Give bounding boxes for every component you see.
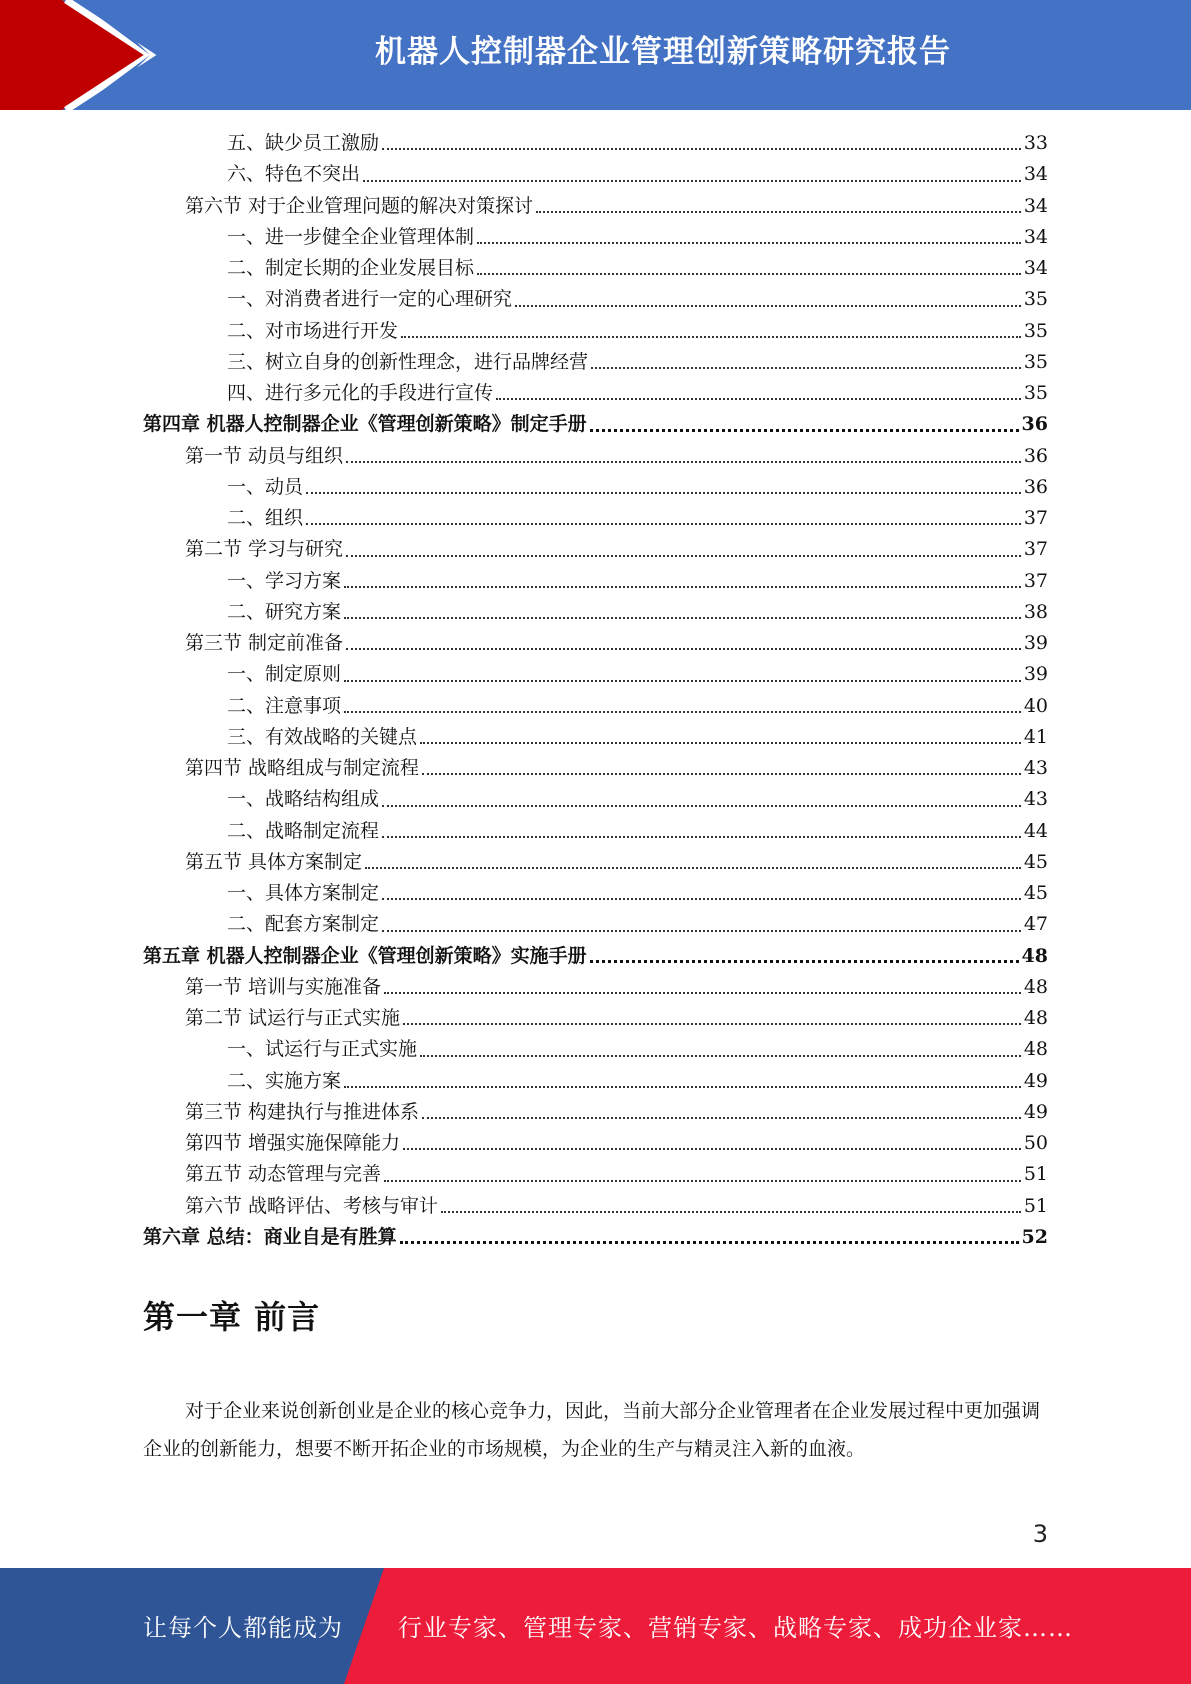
toc-entry-title: 第四节 增强实施保障能力 [185, 1132, 401, 1154]
toc-entry[interactable] [143, 847, 1048, 878]
toc-entry[interactable] [143, 1222, 1048, 1253]
toc-dot-leader [401, 335, 1021, 338]
toc-entry-page: 52 [1021, 1225, 1048, 1248]
toc-entry-page: 51 [1023, 1194, 1048, 1217]
footer-slogan-right: 行业专家、管理专家、营销专家、战略专家、成功企业家…… [398, 1614, 1073, 1642]
toc-entry-title: 一、学习方案 [227, 569, 342, 592]
toc-dot-leader [306, 491, 1021, 494]
toc-entry-page: 48 [1023, 1038, 1048, 1061]
toc-entry[interactable] [143, 1128, 1048, 1159]
toc-dot-leader [344, 616, 1021, 619]
toc-dot-leader [403, 1147, 1021, 1150]
toc-entry-title: 第三节 制定前准备 [185, 632, 344, 654]
toc-entry-page: 38 [1023, 600, 1048, 623]
toc-entry-page: 50 [1023, 1132, 1048, 1154]
toc-entry-page: 35 [1023, 382, 1048, 404]
toc-entry-page: 44 [1023, 819, 1048, 842]
toc-dot-leader [422, 1116, 1021, 1119]
toc-entry[interactable] [143, 1034, 1048, 1065]
toc-entry[interactable] [143, 878, 1048, 909]
toc-entry[interactable] [143, 409, 1048, 440]
toc-entry-page: 37 [1023, 538, 1048, 561]
toc-entry-page: 36 [1023, 475, 1048, 498]
toc-entry-page: 43 [1023, 788, 1048, 811]
toc-entry[interactable] [143, 566, 1048, 597]
toc-dot-leader [363, 179, 1021, 182]
header-title: 机器人控制器企业管理创新策略研究报告 [375, 34, 951, 70]
toc-entry-page: 49 [1023, 1069, 1048, 1092]
toc-dot-leader [346, 460, 1021, 463]
toc-entry-title: 三、树立自身的创新性理念，进行品牌经营 [227, 350, 589, 373]
toc-entry-page: 48 [1023, 1007, 1048, 1029]
toc-dot-leader [382, 804, 1021, 807]
toc-dot-leader [384, 1179, 1021, 1182]
toc-entry-title: 第六章 总结：商业自是有胜算 [143, 1225, 397, 1248]
toc-entry-page: 51 [1023, 1163, 1048, 1186]
toc-dot-leader [420, 741, 1021, 744]
toc-entry-page: 48 [1023, 975, 1048, 998]
toc-entry[interactable] [143, 191, 1048, 222]
toc-entry[interactable] [143, 159, 1048, 190]
table-of-contents [143, 128, 1048, 1253]
toc-entry[interactable] [143, 722, 1048, 753]
toc-entry-title: 第一节 动员与组织 [185, 444, 344, 467]
footer-slogan-left: 让每个人都能成为 [143, 1614, 343, 1642]
toc-entry[interactable] [143, 316, 1048, 347]
toc-entry-page: 43 [1023, 757, 1048, 779]
toc-dot-leader [515, 304, 1021, 307]
toc-entry[interactable] [143, 1066, 1048, 1097]
toc-entry-page: 47 [1023, 913, 1048, 936]
toc-dot-leader [344, 710, 1021, 713]
toc-entry[interactable] [143, 472, 1048, 503]
toc-entry[interactable] [143, 659, 1048, 690]
toc-entry-title: 一、具体方案制定 [227, 882, 380, 904]
toc-entry[interactable] [143, 1191, 1048, 1222]
toc-entry[interactable] [143, 441, 1048, 472]
toc-entry-page: 39 [1023, 632, 1048, 654]
toc-dot-leader [591, 366, 1021, 369]
toc-dot-leader [344, 585, 1021, 588]
toc-entry-title: 二、战略制定流程 [227, 819, 380, 842]
toc-entry-page: 45 [1023, 882, 1048, 904]
toc-entry[interactable] [143, 691, 1048, 722]
toc-entry-page: 37 [1023, 507, 1048, 529]
toc-entry-title: 二、制定长期的企业发展目标 [227, 257, 475, 279]
toc-entry-title: 二、实施方案 [227, 1069, 342, 1092]
toc-entry-page: 34 [1023, 257, 1048, 279]
toc-dot-leader [346, 647, 1021, 650]
toc-dot-leader [536, 210, 1021, 213]
toc-dot-leader [344, 1085, 1021, 1088]
toc-dot-leader [306, 522, 1021, 525]
toc-entry-title: 一、制定原则 [227, 663, 342, 686]
toc-entry-page: 45 [1023, 850, 1048, 873]
toc-entry[interactable] [143, 753, 1048, 784]
toc-entry-page: 48 [1021, 944, 1048, 967]
toc-entry[interactable] [143, 347, 1048, 378]
toc-dot-leader [441, 1210, 1021, 1213]
toc-dot-leader [400, 1240, 1019, 1244]
page-footer [0, 1568, 1191, 1684]
toc-entry[interactable] [143, 128, 1048, 159]
page-number: 3 [1032, 1520, 1048, 1548]
toc-entry[interactable] [143, 1159, 1048, 1190]
toc-entry-page: 33 [1023, 132, 1048, 154]
toc-entry-title: 二、配套方案制定 [227, 913, 380, 936]
toc-entry[interactable] [143, 378, 1048, 409]
toc-entry[interactable] [143, 534, 1048, 565]
toc-entry-title: 二、组织 [227, 507, 304, 529]
toc-entry-title: 第三节 构建执行与推进体系 [185, 1100, 420, 1123]
toc-entry-title: 三、有效战略的关键点 [227, 725, 418, 748]
toc-entry-title: 第五节 动态管理与完善 [185, 1163, 382, 1186]
toc-entry-title: 二、对市场进行开发 [227, 319, 399, 342]
toc-dot-leader [382, 835, 1021, 838]
toc-dot-leader [346, 554, 1021, 557]
toc-entry-page: 34 [1023, 194, 1048, 217]
toc-entry-title: 二、注意事项 [227, 694, 342, 717]
toc-entry[interactable] [143, 253, 1048, 284]
toc-entry[interactable] [143, 597, 1048, 628]
toc-entry-page: 35 [1023, 319, 1048, 342]
toc-entry-title: 第一节 培训与实施准备 [185, 975, 382, 998]
toc-dot-leader [344, 679, 1021, 682]
toc-entry-title: 一、试运行与正式实施 [227, 1038, 418, 1061]
toc-entry-title: 六、特色不突出 [227, 163, 361, 186]
toc-entry[interactable] [143, 222, 1048, 253]
toc-dot-leader [382, 147, 1021, 150]
toc-entry-title: 第五节 具体方案制定 [185, 850, 363, 873]
toc-entry[interactable] [143, 941, 1048, 972]
toc-entry-title: 第六节 对于企业管理问题的解决对策探讨 [185, 194, 534, 217]
toc-dot-leader [477, 241, 1021, 244]
toc-entry-page: 34 [1023, 163, 1048, 186]
toc-dot-leader [420, 1054, 1021, 1057]
toc-entry[interactable] [143, 909, 1048, 940]
toc-entry-page: 39 [1023, 663, 1048, 686]
toc-entry-title: 二、研究方案 [227, 600, 342, 623]
toc-entry[interactable] [143, 284, 1048, 315]
toc-entry-title: 第二节 试运行与正式实施 [185, 1007, 401, 1029]
toc-dot-leader [382, 929, 1021, 932]
toc-entry-title: 五、缺少员工激励 [227, 132, 380, 154]
toc-entry[interactable] [143, 1003, 1048, 1034]
toc-entry[interactable] [143, 503, 1048, 534]
toc-entry-page: 37 [1023, 569, 1048, 592]
toc-dot-leader [496, 397, 1021, 400]
toc-entry-page: 40 [1023, 694, 1048, 717]
toc-entry-page: 35 [1023, 288, 1048, 311]
toc-dot-leader [403, 1022, 1021, 1025]
toc-entry-title: 第二节 学习与研究 [185, 538, 344, 561]
toc-entry[interactable] [143, 816, 1048, 847]
toc-entry-page: 35 [1023, 350, 1048, 373]
toc-entry[interactable] [143, 1097, 1048, 1128]
toc-dot-leader [590, 959, 1019, 963]
toc-dot-leader [365, 866, 1021, 869]
toc-entry-title: 第五章 机器人控制器企业《管理创新策略》实施手册 [143, 944, 587, 967]
body-paragraph: 对于企业来说创新创业是企业的核心竞争力，因此，当前大部分企业管理者在企业发展过程中更加强调企业的创新能力，想要不断开拓企业的市场规模，为企业的生产与精灵注入新的血液。 [143, 1400, 1041, 1460]
toc-dot-leader [384, 991, 1021, 994]
toc-entry-page: 34 [1023, 225, 1048, 248]
toc-entry-title: 四、进行多元化的手段进行宣传 [227, 382, 494, 404]
toc-entry-title: 第四章 机器人控制器企业《管理创新策略》制定手册 [143, 413, 587, 436]
toc-entry-title: 第四节 战略组成与制定流程 [185, 757, 420, 779]
toc-dot-leader [590, 428, 1019, 432]
chapter-heading: 第一章 前言 [143, 1298, 321, 1336]
toc-dot-leader [382, 897, 1021, 900]
toc-entry-title: 一、进一步健全企业管理体制 [227, 225, 475, 248]
toc-entry-title: 一、战略结构组成 [227, 788, 380, 811]
toc-dot-leader [422, 772, 1021, 775]
toc-entry-page: 49 [1023, 1100, 1048, 1123]
toc-entry-title: 一、动员 [227, 475, 304, 498]
toc-entry-title: 一、对消费者进行一定的心理研究 [227, 288, 513, 311]
page-header [0, 0, 1191, 110]
toc-entry[interactable] [143, 628, 1048, 659]
toc-entry-title: 第六节 战略评估、考核与审计 [185, 1194, 439, 1217]
toc-entry-page: 36 [1023, 444, 1048, 467]
toc-entry[interactable] [143, 784, 1048, 815]
toc-entry-page: 41 [1023, 725, 1048, 748]
toc-dot-leader [477, 272, 1021, 275]
toc-entry[interactable] [143, 972, 1048, 1003]
toc-entry-page: 36 [1021, 413, 1048, 436]
